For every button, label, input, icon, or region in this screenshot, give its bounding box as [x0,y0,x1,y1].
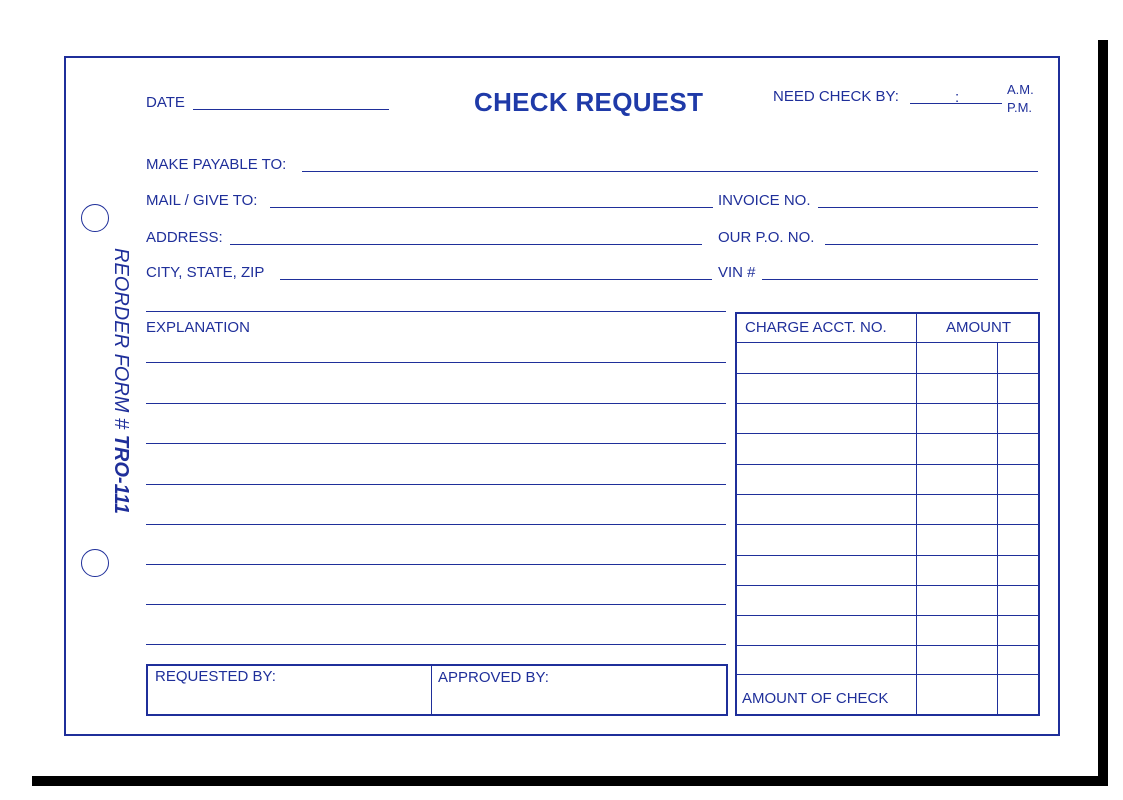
date-field[interactable] [193,109,389,110]
time-separator: : [955,89,960,106]
table-row-line [735,464,1040,465]
charge-acct-no-header: CHARGE ACCT. NO. [745,319,887,336]
explanation-line[interactable] [146,484,726,485]
explanation-line[interactable] [146,564,726,565]
mail-give-to-field[interactable] [270,207,713,208]
requested-by-label: REQUESTED BY: [155,668,276,685]
am-label: A.M. [1007,82,1034,97]
table-row-line [735,494,1040,495]
explanation-line[interactable] [146,403,726,404]
table-row-line [735,524,1040,525]
amount-of-check-label: AMOUNT OF CHECK [742,690,889,707]
vin-field[interactable] [762,279,1038,280]
explanation-label: EXPLANATION [146,319,250,336]
table-row-line [735,403,1040,404]
explanation-line[interactable] [146,524,726,525]
date-label: DATE [146,94,185,111]
invoice-no-field[interactable] [818,207,1038,208]
page-shadow-right [1098,40,1108,785]
city-state-zip-label: CITY, STATE, ZIP [146,264,265,281]
invoice-no-label: INVOICE NO. [718,192,811,209]
page-title: CHECK REQUEST [474,87,704,117]
table-cents-divider [997,343,998,716]
make-payable-field[interactable] [302,171,1038,172]
binder-hole-top [81,204,109,232]
table-row-line [735,645,1040,646]
explanation-line[interactable] [146,443,726,444]
address-field[interactable] [230,244,702,245]
amount-header: AMOUNT [946,319,1011,336]
our-po-no-label: OUR P.O. NO. [718,229,815,246]
address-label: ADDRESS: [146,229,223,246]
make-payable-label: MAKE PAYABLE TO: [146,156,287,173]
amount-of-check-field[interactable] [918,676,996,714]
explanation-line[interactable] [146,604,726,605]
need-check-by-label: NEED CHECK BY: [773,88,899,105]
mail-give-to-label: MAIL / GIVE TO: [146,192,258,209]
binder-hole-bottom [81,549,109,577]
signature-divider [431,664,432,716]
approved-by-label: APPROVED BY: [438,669,549,686]
vin-label: VIN # [718,264,756,281]
reorder-form-label: REORDER FORM # TRO-111 [110,248,132,514]
explanation-line[interactable] [146,362,726,363]
explanation-top-rule [146,311,726,312]
form-number: TRO-111 [110,434,132,514]
requested-by-field[interactable] [148,690,430,714]
city-state-zip-field[interactable] [280,279,712,280]
table-row-line [735,373,1040,374]
table-row-line [735,555,1040,556]
approved-by-field[interactable] [433,690,726,714]
table-total-rule [735,674,1040,675]
our-po-no-field[interactable] [825,244,1038,245]
table-row-line [735,615,1040,616]
table-header-rule [735,342,1040,343]
table-row-line [735,433,1040,434]
pm-label: P.M. [1007,100,1033,115]
explanation-line[interactable] [146,644,726,645]
page-shadow-bottom [32,776,1108,786]
table-row-line [735,585,1040,586]
